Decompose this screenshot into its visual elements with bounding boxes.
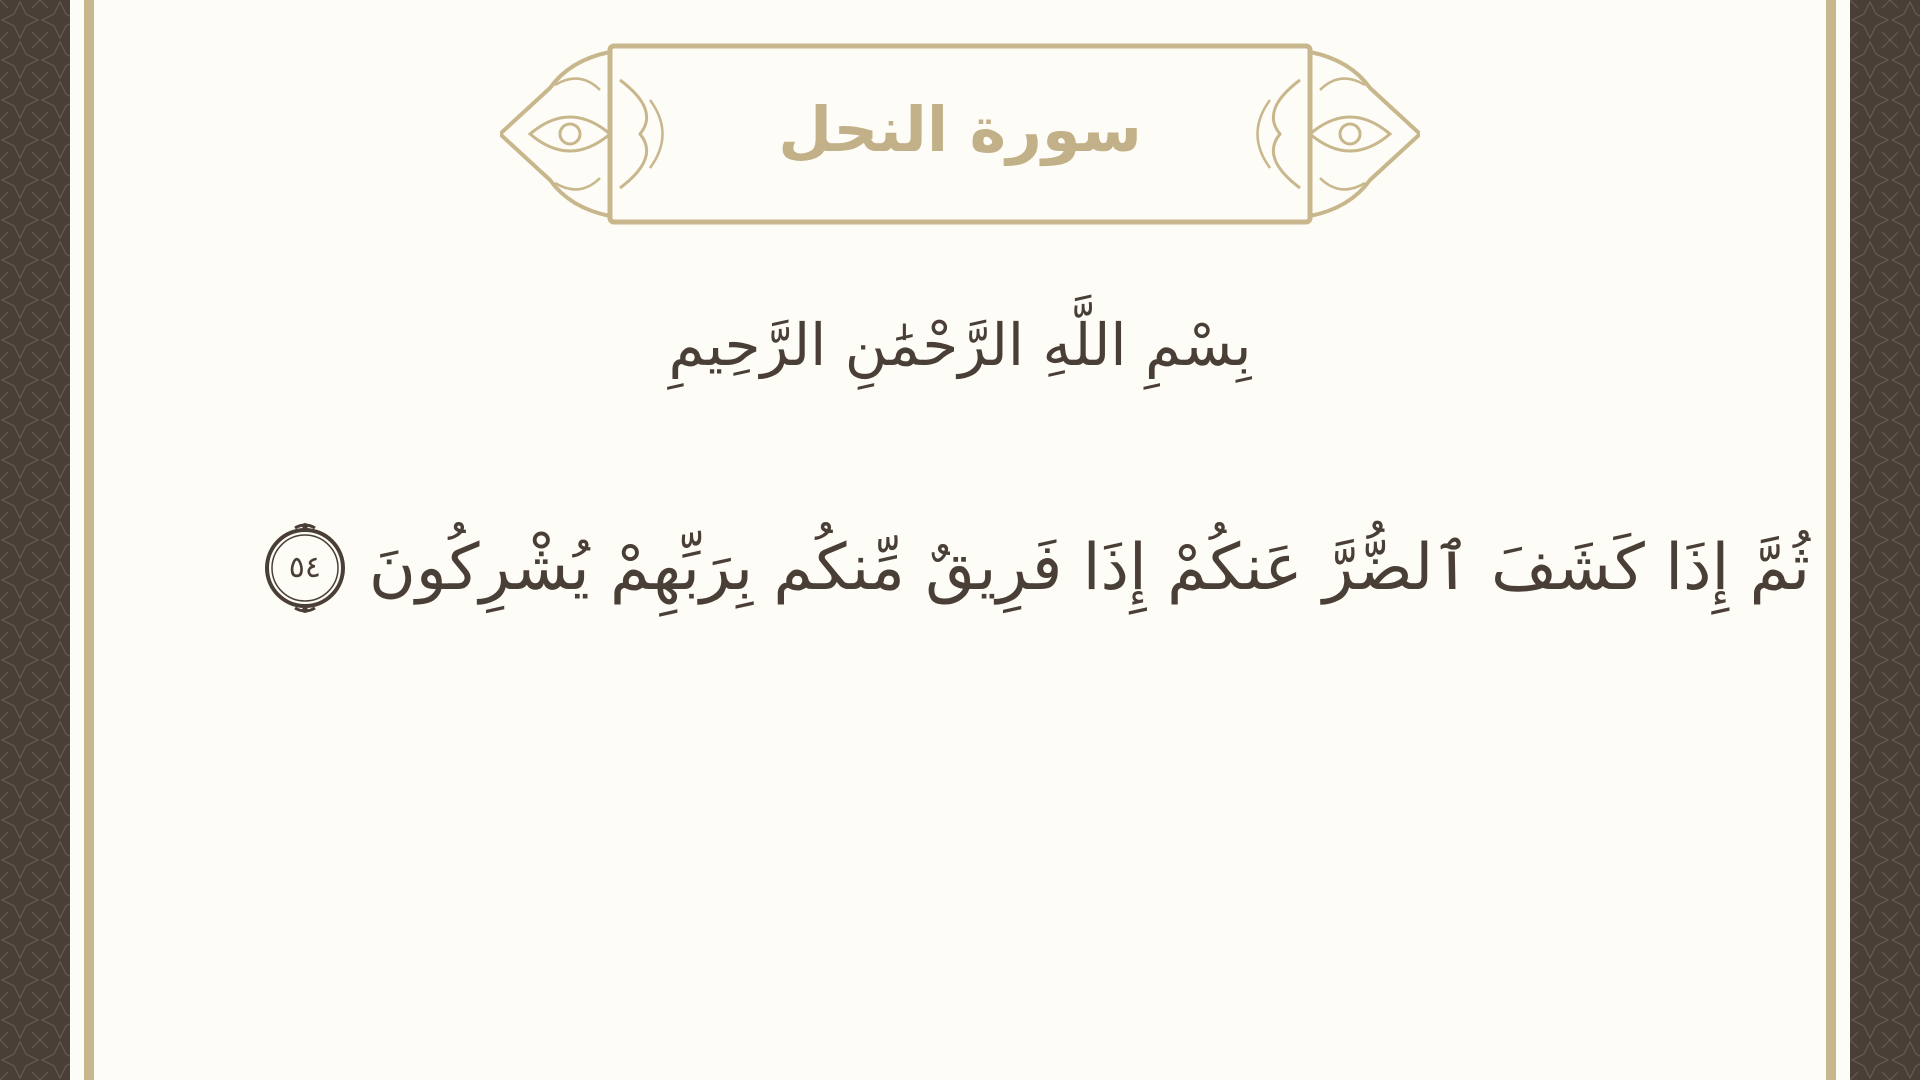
right-geometric-pattern [1850,0,1920,1080]
left-gold-rule [84,0,94,1080]
right-geometric-border [1850,0,1920,1080]
surah-title: سورة النحل [778,93,1142,166]
ayah-text: ثُمَّ إِذَا كَشَفَ ٱلضُّرَّ عَنكُمْ إِذَا فَرِيقٌ مِّنكُم بِرَبِّهِمْ يُشْرِكُونَ [368,531,1810,606]
basmala: بِسْمِ اللَّهِ الرَّحْمَٰنِ الرَّحِيمِ [668,311,1252,379]
left-geometric-pattern [0,0,70,1080]
ayah-number: ٥٤ [288,550,322,586]
right-gold-rule [1826,0,1836,1080]
left-geometric-border [0,0,70,1080]
ayah-end-marker [259,522,351,614]
ayah-line [288,505,1810,625]
